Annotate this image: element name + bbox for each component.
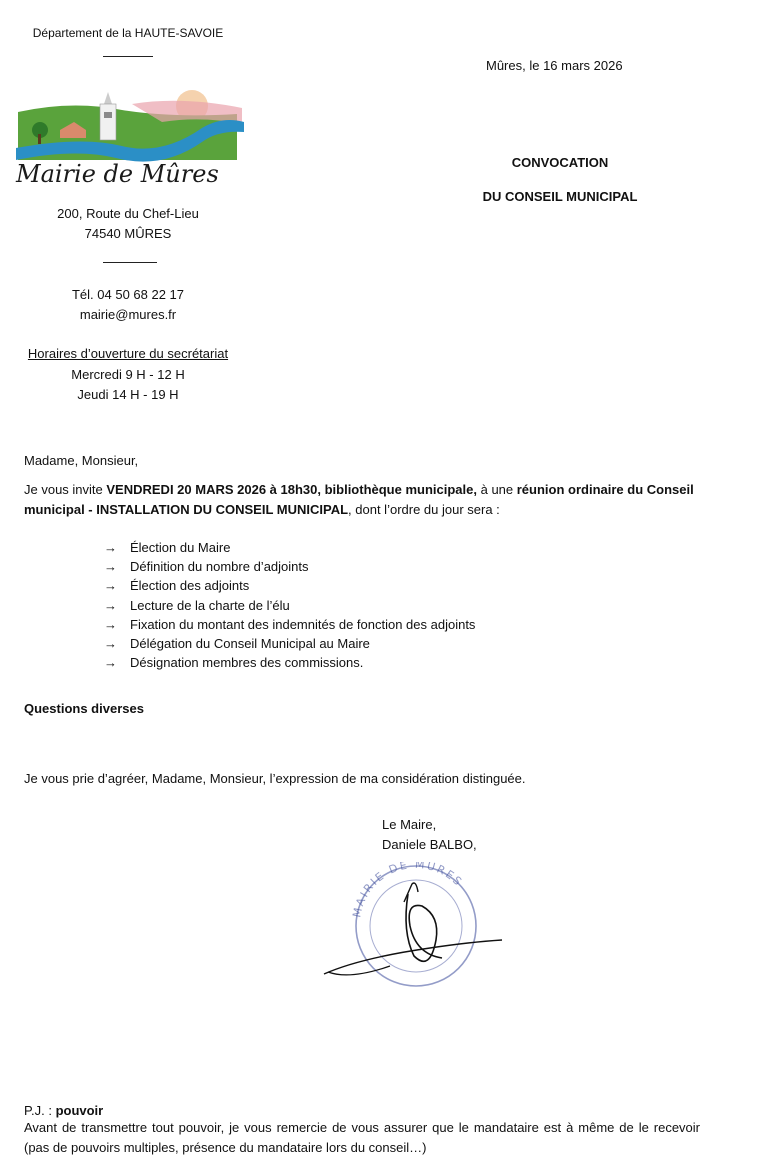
arrow-right-icon: →: [104, 578, 117, 594]
closing-sentence: Je vous prie d’agréer, Madame, Monsieur, l’expression de ma considération distinguée.: [24, 771, 526, 786]
agenda-item-label: Fixation du montant des indemnités de fonction des adjoints: [130, 616, 476, 632]
agenda-item-label: Définition du nombre d’adjoints: [130, 559, 309, 575]
questions-diverses: Questions diverses: [24, 701, 144, 716]
agenda-item-label: Élection du Maire: [130, 540, 231, 555]
agenda-item: [104, 596, 475, 615]
invite-date-place: VENDREDI 20 MARS 2026 à 18h30, bibliothèque municipale,: [106, 482, 477, 497]
arrow-right-icon: →: [104, 655, 117, 671]
salutation: Madame, Monsieur,: [24, 453, 139, 468]
date-line: Mûres, le 16 mars 2026: [486, 58, 623, 73]
pj-value: pouvoir: [55, 1103, 104, 1118]
agenda-item-label: Lecture de la charte de l’élu: [130, 597, 290, 613]
address-line-1: 200, Route du Chef-Lieu: [57, 206, 199, 221]
agenda-item: [104, 557, 475, 576]
signature-role: Le Maire,: [382, 817, 437, 832]
mairie-logo: [12, 84, 248, 196]
phone-number: Tél. 04 50 68 22 17: [71, 287, 185, 302]
arrow-right-icon: →: [104, 540, 117, 555]
logo-text: Mairie de Mûres: [16, 160, 219, 188]
arrow-right-icon: →: [104, 616, 117, 632]
hours-wednesday: Mercredi 9 H - 12 H: [71, 367, 185, 382]
stamp-signature-icon: [320, 862, 510, 990]
agenda-item: [104, 634, 475, 653]
pj-label: P.J. :: [24, 1103, 56, 1118]
stamp-text: MAIRIE DE MÛRES: [350, 862, 466, 919]
invite-text-3: , dont l’ordre du jour sera :: [348, 502, 500, 517]
department-label: Département de la HAUTE-SAVOIE: [32, 26, 224, 40]
signature-name: Daniele BALBO,: [382, 837, 477, 852]
invite-meeting-type: réunion ordinaire du Conseil municipal - INSTALLATION DU CONSEIL MUNICIPAL: [24, 482, 694, 517]
title-conseil-municipal: DU CONSEIL MUNICIPAL: [482, 189, 638, 204]
arrow-right-icon: →: [104, 597, 117, 613]
invitation-paragraph: [24, 480, 736, 520]
hours-title: Horaires d’ouverture du secrétariat: [27, 346, 229, 361]
header-divider-2: [103, 262, 157, 263]
agenda-item: [104, 653, 475, 672]
hours-thursday: Jeudi 14 H - 19 H: [77, 387, 179, 402]
email-address: mairie@mures.fr: [79, 307, 177, 322]
title-convocation: CONVOCATION: [511, 155, 609, 170]
pouvoir-note: Avant de transmettre tout pouvoir, je vous remercie de vous assurer que le mandataire est à même de le recevoir (pas de pouvoirs multiples, présence du mandataire lors du conseil…): [24, 1120, 700, 1155]
agenda-list: [104, 538, 475, 672]
agenda-item-label: Désignation membres des commissions.: [130, 655, 364, 671]
agenda-item-label: Élection des adjoints: [130, 578, 250, 594]
agenda-item: [104, 615, 475, 634]
invite-text-1: Je vous invite: [24, 482, 107, 497]
agenda-item: [104, 538, 475, 557]
invite-text-2: à une: [476, 482, 517, 497]
header-divider-1: [103, 56, 153, 57]
address-line-2: 74540 MÛRES: [84, 226, 172, 241]
agenda-item-label: Délégation du Conseil Municipal au Maire: [130, 635, 370, 651]
arrow-right-icon: →: [104, 635, 117, 651]
official-stamp: [320, 862, 510, 990]
arrow-right-icon: →: [104, 559, 117, 575]
agenda-item: [104, 576, 475, 595]
